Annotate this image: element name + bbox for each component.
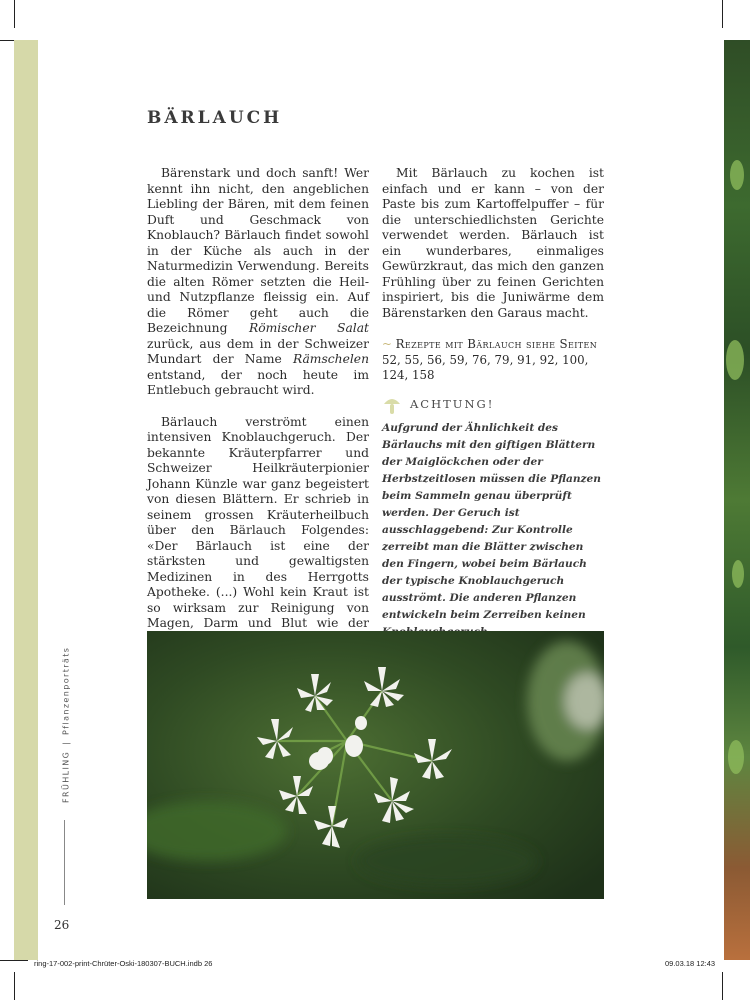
side-label: FRÜHLING | Pflanzenporträts bbox=[61, 646, 71, 804]
crop-mark bbox=[14, 972, 15, 1000]
warning-text: Aufgrund der Ähnlichkeit des Bärlauchs mit den giftigen Blättern der Maiglöckchen oder der Herbstzeitlosen müssen die Pflanzen beim Sammeln genau überprüft werden. Der Geruch ist ausschlaggebend: Zur Kontrolle zerreibt man die Blätter zwischen den Fingern, wobei beim Bärlauch der typische Knoblauchgeruch ausströmt. Die anderen Pflanzen entwickeln beim Zerreiben keinen bbox=[382, 421, 601, 621]
print-filename: ring-17-002-print-Chrüter-Oski-180307-BUCH.indb 26 bbox=[34, 959, 213, 968]
crop-mark bbox=[0, 960, 28, 961]
accent-strip bbox=[14, 40, 38, 960]
right-column bbox=[382, 166, 604, 641]
body-paragraph: Bärlauch verströmt einen intensiven Knoblauchgeruch. Der bekannte Kräuterpfarrer und Schweizer Heilkräuterpionier Johann Künzle war ganz begeistert von diesen Blättern. Er schrieb in seinem grossen Kräuterheilbuch über den Bärlauch Folgendes: «Der Bärlauch ist eine der stärksten und gewaltigsten Medizinen in des Herrgotts Apotheke. (...) Wohl kein Kraut ist so wirksam zur Reinigung von Magen, Darm und Blut wie der bbox=[147, 414, 369, 630]
side-rule bbox=[64, 820, 65, 905]
page-title: BÄRLAUCH bbox=[147, 108, 283, 128]
body-paragraph: Bärenstark und doch sanft! Wer kennt ihn nicht, den angeblichen Liebling der Bären, mit dem feinen Duft und Geschmack von Knoblauch? Bärlauch findet sowohl in der Küche als auch in der Naturmedizin Verwendung. Bereits die alten Römer setzten die Heil- und Nutzpflanze fleissig ein. Auf die Römer geht auch die Bezeichnung Römischer Salat zurück, aus dem in der Schweizer Mundart der Name Rämschelen entstand, der noch heute im Entlebuch gebraucht wird. bbox=[147, 166, 369, 397]
adjacent-photo-edge bbox=[724, 40, 750, 960]
wild-garlic-photo bbox=[147, 631, 604, 899]
tilde-icon: ~ bbox=[382, 337, 396, 351]
term-roemischer-salat: Römischer Salat bbox=[248, 321, 369, 335]
print-timestamp: 09.03.18 12:43 bbox=[665, 959, 716, 968]
page-number: 26 bbox=[54, 918, 70, 932]
body-paragraph: Mit Bärlauch zu kochen ist einfach und er kann – von der Paste bis zum Kartoffelpuffer – für die unterschiedlichsten Gerichte verwendet werden. Bärlauch ist ein wunderbares, einmaliges Gewürzkraut, das mich den ganzen Frühling über zu feinen Gerichten inspiriert, bis die Juniwärme dem Bärenstarken den Garaus macht. bbox=[382, 166, 604, 320]
crop-mark bbox=[14, 0, 15, 28]
left-column bbox=[147, 166, 369, 663]
crop-mark bbox=[722, 0, 723, 28]
crop-mark bbox=[722, 972, 723, 1000]
warning-title: ACHTUNG! bbox=[410, 396, 495, 411]
mushroom-icon bbox=[382, 394, 402, 416]
warning-header bbox=[382, 394, 604, 416]
term-raemschelen: Rämschelen bbox=[292, 352, 369, 366]
flower-illustration bbox=[147, 631, 604, 899]
recipe-reference: ~ Rezepte mit Bärlauch siehe Seiten 52, 55, 56, 59, 76, 79, 91, 92, 100, 124, 158 bbox=[382, 337, 598, 382]
